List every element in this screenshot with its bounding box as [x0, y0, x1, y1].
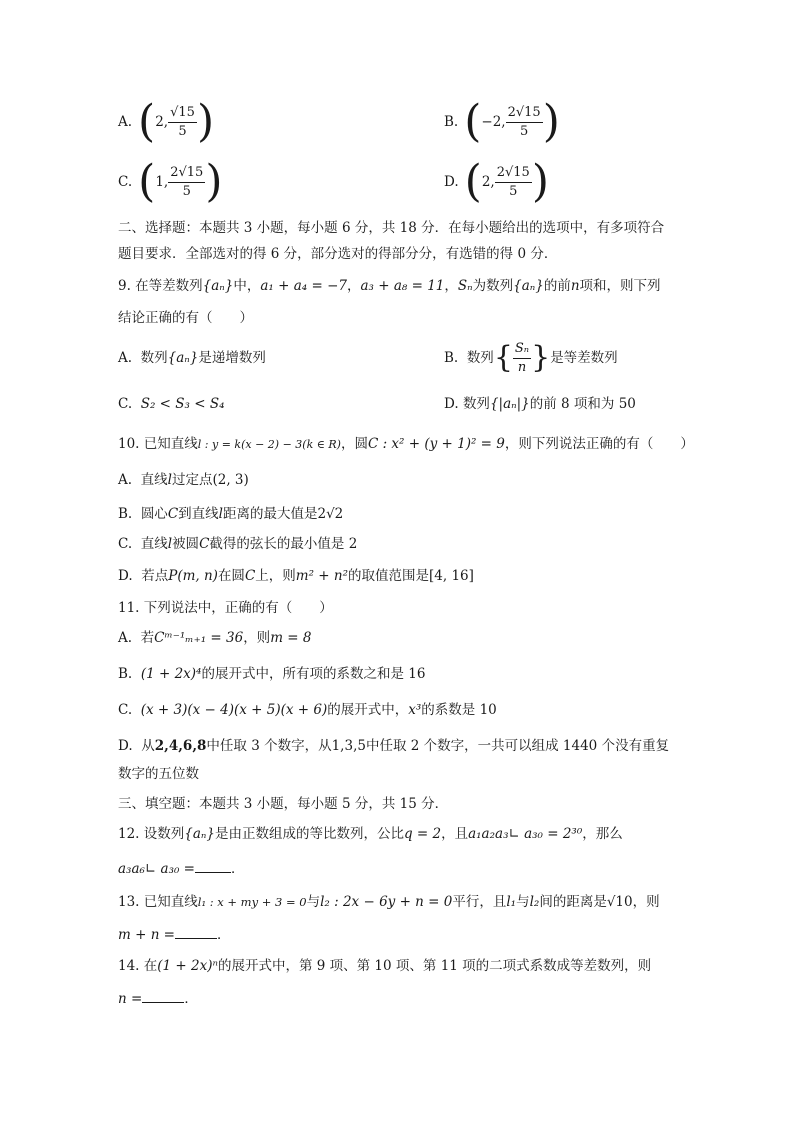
q11-option-D-line2: 数字的五位数: [118, 766, 199, 782]
section-2-line1: 二、选择题：本题共 3 小题，每小题 6 分，共 18 分．在每小题给出的选项中，有多项符合: [118, 220, 665, 236]
q9-option-A: A. 数列{aₙ}是递增数列: [118, 350, 266, 366]
q11-option-D-line1: D. 从2,4,6,8中任取 3 个数字，从1,3,5中任取 2 个数字，一共可以组成 1440 个没有重复: [118, 738, 670, 754]
q9-option-D: D. 数列{|aₙ|}的前 8 项和为 50: [444, 396, 636, 412]
q13-stem-line2: m + n = ．: [118, 924, 231, 945]
q12-stem-line2: a₃a₆∟ a₃₀ = ．: [118, 858, 245, 879]
q9-stem-line2: 结论正确的有（ ）: [118, 310, 253, 326]
q10-option-A: A. 直线l过定点(2, 3): [118, 472, 249, 488]
q11-option-B: B. (1 + 2x)⁴的展开式中，所有项的系数之和是 16: [118, 666, 426, 682]
interval: ( −2, $\frac{2√15}{5}$ ): [464, 96, 560, 147]
section-2-line2: 题目要求．全部选对的得 6 分，部分选对的得部分分，有选错的得 0 分．: [118, 246, 558, 262]
q14-stem-line1: 14. 在(1 + 2x)ⁿ的展开式中，第 9 项、第 10 项、第 11 项的二项式系数成等差数列，则: [118, 958, 652, 974]
answer-blank[interactable]: [195, 858, 231, 873]
q11-option-A: A. 若Cᵐ⁻¹ₘ₊₁ = 36，则m = 8: [118, 630, 312, 646]
q11-stem: 11. 下列说法中，正确的有（ ）: [118, 600, 333, 616]
q9-stem-line1: 9. 在等差数列{aₙ}中，a₁ + a₄ = −7，a₃ + a₈ = 11，Sₙ为数列{aₙ}的前n项和，则下列: [118, 278, 661, 294]
option-D-top: [444, 156, 549, 207]
section-3-header: 三、填空题：本题共 3 小题，每小题 5 分，共 15 分．: [118, 796, 449, 812]
q10-option-D: D. 若点P(m, n)在圆C上，则m² + n²的取值范围是[4, 16]: [118, 568, 474, 584]
option-A-top: [118, 96, 215, 147]
option-label: A.: [118, 114, 133, 130]
q10-option-B: B. 圆心C到直线l距离的最大值是2√2: [118, 506, 344, 522]
option-B-top: [444, 96, 560, 147]
q11-option-C: C. (x + 3)(x − 4)(x + 5)(x + 6)的展开式中，x³的系数是 10: [118, 702, 497, 718]
answer-blank[interactable]: [142, 988, 184, 1003]
q12-stem-line1: 12. 设数列{aₙ}是由正数组成的等比数列，公比q = 2，且a₁a₂a₃∟ a₃₀ = 2³⁰，那么: [118, 826, 623, 842]
q9-option-C: C. S₂ < S₃ < S₄: [118, 396, 225, 412]
option-label: D.: [444, 174, 459, 190]
option-label: B.: [444, 114, 459, 130]
option-label: C.: [118, 174, 133, 190]
q14-stem-line2: n = ．: [118, 988, 198, 1009]
answer-blank[interactable]: [175, 924, 217, 939]
q10-option-C: C. 直线l被圆C截得的弦长的最小值是 2: [118, 536, 358, 552]
q10-stem: 10. 已知直线l : y = k(x − 2) − 3(k ∈ R)，圆C : x² + (y + 1)² = 9，则下列说法正确的有（ ）: [118, 436, 694, 452]
interval: ( 2, $\frac{√15}{5}$ ): [138, 96, 215, 147]
interval: ( 2, $\frac{2√15}{5}$ ): [464, 156, 549, 207]
q13-stem-line1: 13. 已知直线l₁ : x + my + 3 = 0与l₂ : 2x − 6y + n = 0平行，且l₁与l₂间的距离是√10，则: [118, 894, 660, 910]
interval: ( 1, $\frac{2√15}{5}$ ): [138, 156, 223, 207]
q9-option-B: B. 数列 { $\frac{\text{Sₙ}}{n}$ } 是等差数列: [444, 340, 618, 375]
option-C-top: [118, 156, 223, 207]
